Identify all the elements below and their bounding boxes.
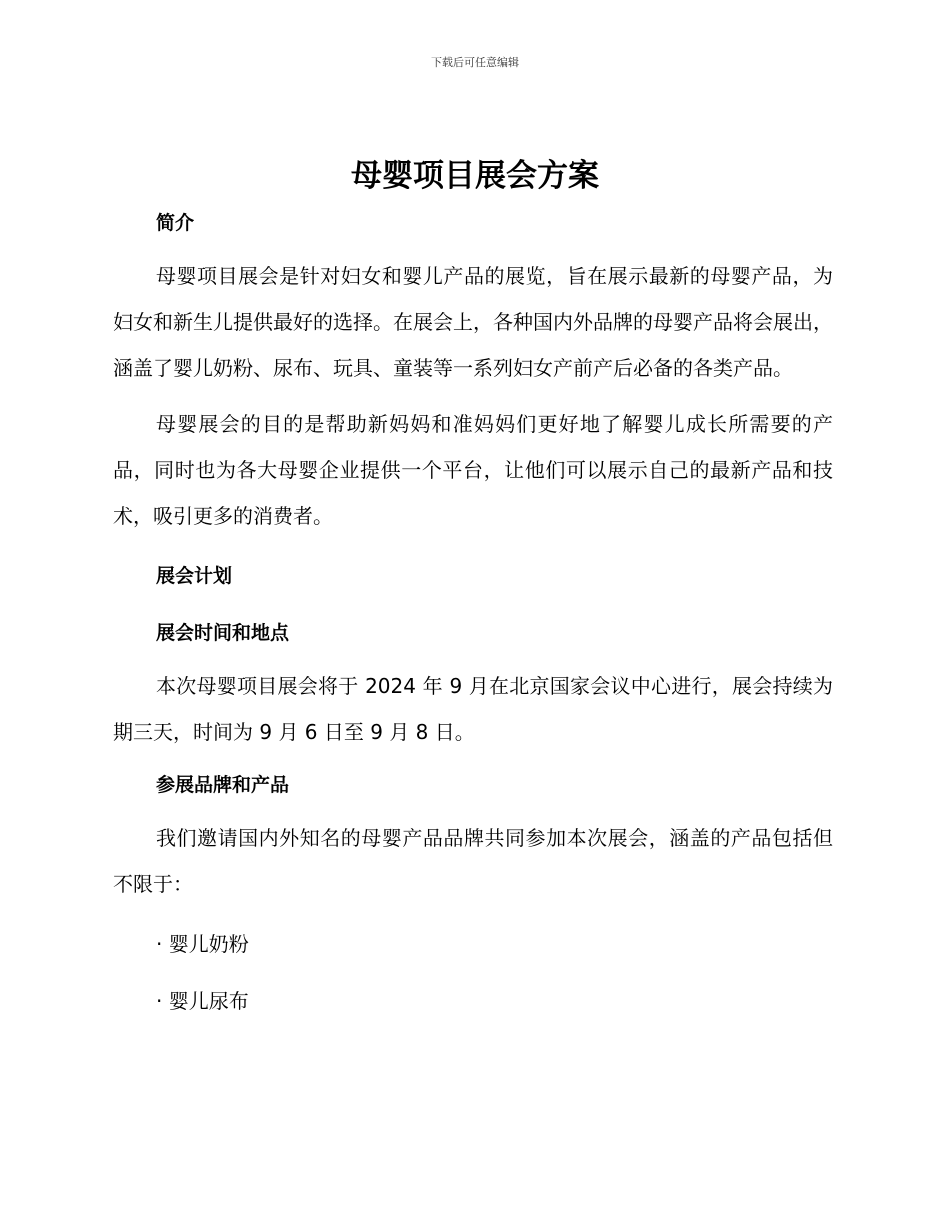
page-header-note: 下载后可任意编辑 [431,56,519,69]
list-item: · 婴儿尿布 [156,989,249,1013]
intro-paragraph-1: 母婴项目展会是针对妇女和婴儿产品的展览，旨在展示最新的母婴产品，为妇女和新生儿提供最好的选择。在展会上，各种国内外品牌的母婴产品将会展出，涵盖了婴儿奶粉、尿布、玩具、童装等一系列妇女产前产后必备的各类产品。 [113,264,833,380]
intro-paragraph-2: 母婴展会的目的是帮助新妈妈和准妈妈们更好地了解婴儿成长所需要的产品，同时也为各大母婴企业提供一个平台，让他们可以展示自己的最新产品和技术，吸引更多的消费者。 [113,412,833,528]
time-location-heading: 展会时间和地点 [156,622,290,644]
document-title: 母婴项目展会方案 [351,158,599,194]
time-location-paragraph: 本次母婴项目展会将于 2024 年 9 月在北京国家会议中心进行，展会持续为期三天，时间为 9 月 6 日至 9 月 8 日。 [113,674,833,744]
list-item: · 婴儿奶粉 [156,932,249,956]
brands-products-heading: 参展品牌和产品 [156,774,290,796]
document-body [113,203,833,1021]
brands-products-paragraph: 我们邀请国内外知名的母婴产品品牌共同参加本次展会，涵盖的产品包括但不限于： [113,826,833,896]
intro-heading: 简介 [156,212,195,234]
plan-heading: 展会计划 [156,565,233,587]
